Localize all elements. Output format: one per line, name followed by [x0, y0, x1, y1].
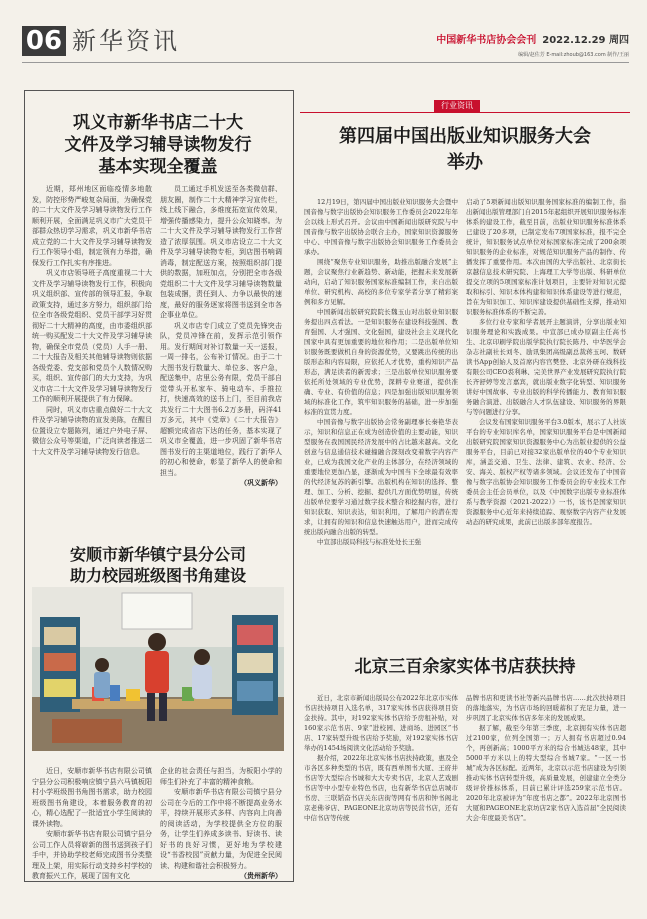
- article3-column-1: [304, 197, 458, 547]
- issue-date: 2022.12.29 周四: [542, 35, 629, 46]
- paragraph: 多位行业专家和学者展开主题演讲，分享出版业知识服务理论和实践成果。中宣部已成办原副主任高书生、北京印刷学院出版学院执行院长陈丹、中华医学会杂志社副社长刘冬、励讯集团高级副总裁蒋玉珂、数研读书App创始人及首席内容官樊登、北京外研在线科技有限公司CEO裘利琳、完美世界产业发展研究院执行院长齐舒婷等发言嘉宾，就出版业数字化转型、知识服务讲好中国故事、专业出版的科学传播能力、教育知识服务融合演进、出版融合人才队伍建设、知识服务的界限与等问题进行分享。: [466, 318, 626, 416]
- article1-source: （巩义新华）: [240, 478, 282, 487]
- paragraph: 同时，巩义市店重点做好二十大文件及学习辅导读物的宣发美陈，在醒目位置设立专题陈列，通过户外电子屏、微信公众号等渠道，广泛向读者推送二十大文件及学习辅导读物发行信息。: [32, 405, 152, 456]
- article1-headline: [30, 112, 286, 178]
- paragraph: 据了解，截至今年第三季度，北京拥有实体书店超过2100家，位列全国第一；万人拥有书店超过0.94个，再创新高；1000平方米的综合书城达48家，其中5000平方米以上的特大型综合书城7家。“一区一书城”成为各区标配。近两年，北京以示范书店建设为引领推动实体书店转型升级，高质量发展，创建建立全类分级评价推标体系，目前已累计评选259家示范书店。2020年北京被评为“年度书店之都”。2022年北京图书大厦和PAGEONE北京坊店2家书店入选首届“全民阅读大会·年度最美书店”。: [466, 724, 626, 822]
- paragraph: 中国新闻出版研究院院长魏玉山对出版业知识服务提出四点看法。一是知识服务在建设科技强国、教育强国、人才强国、文化强国，建设社会主义现代化国家中具有更加重要的地位和作用；二是出版单位知识服务既要做机自身的资源优势，又要跳出传统的出版形态和内容局限，应依托人才优势，重构知识产品形态，满足读者的新需求；三是出版单位知识服务要依托所处领域的专业优势，深耕专业赛道，提供准确、专业、有价值的信息；四是加强出版知识服务领域的标准化工作，筑牢知识服务的基础，进一步加强标准的宣贯力度。: [304, 308, 458, 416]
- paragraph: 巩义市店领导班子高度重视二十大文件及学习辅导读物发行工作，积极向巩义组织部、宣传部的领导汇报，争取政策支持，通过多方努力，组织部门给位全市各级党组织、党员干部学习好贯彻好二十大精神的高度，由市委组织部统一购买配发二十大文件及学习辅导读物，确保全市党员（党员）人手一册、二十大报告及相关其他辅导读物则依据各级党委、党支部和党员个人数情况购买，组织、宣传部门的大力支持，为巩义市店二十大文件及学习辅导读物发行工作的顺利开展提供了有力保障。: [32, 269, 152, 403]
- category-tag: 行业资讯: [434, 100, 480, 112]
- paragraph: 近日，安顺市新华书店有限公司镇宁县分公司积极响应镇宁县六马镇板阳村小学班级图书角图书需求，助力校园班级图书角建设，本着服务教育的初心，精心选配了一批适宜小学生阅读的课外读物。: [32, 767, 152, 828]
- page-number: 06: [22, 26, 66, 56]
- paragraph: 12月19日，第四届中国出版业知识服务大会暨中国音像与数字出版协会知识服务工作委员会2022年年会以线上形式召开。会议由中国新闻出版研究院与中国音像与数字出版协会联合主办，国家知识资源服务中心、中国音像与数字出版协会知识服务工作委员会承办。: [304, 198, 458, 256]
- paragraph: 安顺市新华书店有限公司镇宁县分公司工作人员将崭新的图书送到孩子们手中，并协助学校老师完成图书分类整理及上架，用实际行动支持乡村学校的教育振兴工作，展现了国有文化: [32, 830, 152, 880]
- headline-line: 助力校园班级图书角建设: [69, 566, 246, 585]
- headline-line: 文件及学习辅导读物发行: [64, 135, 252, 155]
- tag-divider: [300, 112, 630, 113]
- paragraph: 会议发布国家知识服务平台3.0版本，展示了人社该平台的专业知识库名单，国家知识服务平台是中国新闻出版研究院国家知识资源服务中心为出版业提供的公益服务平台，目前已对接32家出版单位的40个专业知识库，涵盖交通、卫生、法律、建筑、农业、经济、公安、海关、版权产权等诸多领域。会议还发布了中国音像与数字出版协会知识服务工作委员会的专业技术工作委员会主任会员单位，以及《中国数字出版专业标准体系与教学资源（2021-2022）》一书，该书是国家知识资源服务中心近年来持续追踪、观察数字内容产业发展动态的研究成果，此前已出版多部年度报告。: [466, 418, 626, 526]
- headline-line: 第四届中国出版业知识服务大会: [339, 126, 591, 147]
- editor-credits: 编辑/赵佐芳 E-mail:zhoub@163.com 制作/王丽: [518, 52, 629, 58]
- paragraph: 员工通过手机发送至各类微信群、朋友圈，制作二十大精神学习宣传栏，线上线下融合，多维度拓宽宣传效果，增强传播感染力，提升公众知晓率。为二十大文件及学习辅导读物发行工作营造了浓厚氛围。巩义市店设立二十大文件及学习辅导读物专柜，到店图书响调消毒，制定配送方案，按照组织部门提供的数据，加班加点，分别把全市各级党组织二十大文件及学习辅导读物数量包装成捆，责任到人、力争以最快的速度，最好的服务逐家将图书送到全市各企事业单位。: [160, 185, 282, 319]
- headline-line: 举办: [447, 152, 483, 173]
- article2-source: （贵州新华）: [240, 871, 282, 880]
- article3-headline: [300, 124, 630, 176]
- headline-line: 巩义市新华书店二十大: [73, 113, 243, 133]
- paragraph: 中国音像与数字出版协会常务副理事长秦艳华表示，知识和信息正在成为创造价值的主要动能，知识型服务在我国国民经济发展中的占比越来越高。文化创意与信息通信技术碰撞融合深刻改变着数字内容产业，已成为我国文化产业的主体部分，在经济领域的重要地位更加凸显，逐渐成为中国当下全球最有效率的代经济复苏的新引擎。出版机构在知识的选择、整理、加工、分析、挖掘、提供几方面优势明显，传统出版单位要学习通过数字技术整合和挖掘内容，进行知识获取、知识表达，知识利用，了解用户的潜在需求，让拥有的知识和信息快速触达用户，进而完成传统出版向融合出版的转型。: [304, 418, 458, 536]
- paper-name: 中国新华书店协会会刊: [436, 35, 537, 46]
- paragraph: 中宣部出版局科技与标准处处长王强: [317, 538, 421, 546]
- article1-column-2: [160, 184, 282, 488]
- article4-column-1: [304, 693, 458, 823]
- photo-illustration: [32, 587, 284, 751]
- article2-column-2: [160, 766, 282, 881]
- headline-line: 安顺市新华镇宁县分公司: [69, 545, 246, 564]
- header-divider: [22, 62, 629, 63]
- article4-headline: 北京三百余家实体书店获扶持: [354, 657, 576, 677]
- paragraph: 围绕“聚焦专业知识服务，助推出版融合发展”主题，会议聚焦行业新趋势、新动能，把握未来发展新动向，启动了知识服务国家标准编制工作，来自出版单位、研究机构、高校的多位专家学者分享了精彩案例和多方见解。: [304, 258, 458, 306]
- headline-line: 基本实现全覆盖: [98, 157, 218, 177]
- paragraph: 企业的社会责任与担当，为板阳小学的师生们补充了丰富的精神食粮。: [160, 767, 282, 786]
- masthead: [436, 28, 629, 58]
- section-title: 新华资讯: [72, 27, 180, 55]
- article2-headline: [30, 544, 286, 586]
- library-photo: [32, 587, 284, 751]
- article3-column-2: [466, 197, 626, 527]
- paragraph: 近期，郑州地区面临疫情多地散发，防控形势严峻复杂局面，为确保党的二十大文件及学习辅导读物发行工作顺利开展，全面满足巩义市广大党员干部群众热切学习需求，巩义市新华书店成立党的二十大文件及学习辅导读物发行工作领导小组，制定领有力举措，确保发行工作扎实有序推进。: [32, 185, 152, 267]
- article4-column-2: [466, 693, 626, 823]
- paragraph: 品牌书店和更读书社等新兴品牌书店……此次扶持项目的落地落实，为书店市场的回暖蓄积了充足力量，进一步巩固了北京实体书店多年来的发展成果。: [466, 694, 626, 722]
- paragraph: 据介绍，2022年北京实体书店扶持政策，惠及全市各区多种类型的书店，既有西单图书大厦、王府井书店等大型综合书城和大大专卖书店，北京人艺戏剧书店等中小型专业特色书店，也有新华书店总店城市书房、三联韬奋书店关东店街等网有书店和钟书阁北京老佛爷店、PAGEONE北京坊店等民营书店，还有中信书店等传统: [304, 754, 458, 822]
- paragraph: 启动了5项新闻出版知识服务国家标准的编制工作，指出新闻出版管理部门自2015年起组织开展知识服务标准体系的建设工作，截至目前，出版业知识服务标准体系已建设了20多项，已制定发布7项国家标准，报不完全统计，知识服务试点单位对标国家标准完成了200余项知识服务的企业标准，对规范知识服务产品的制作、传播发挥了重要作用。本次由国的大学出版社、北京街长京越信息技术研究院、上海理工大学等出版、科研单位提交立项的5项国家标准计划项目，主要针对知识元提取和标引、知识本体构建和知识体系建设等进行规范，旨在为知识加工、知识库建设提供基础性支撑，推动知识服务标准体系的不断完善。: [466, 198, 626, 316]
- paragraph: 近日，北京市新闻出版局公布2022年北京市实体书店扶持项目入选名单，317家实体书店获得项目资金扶持。其中，对192家实体书店给予房租补贴，对160家示范书店、9家“进校园、进商场、进园区”书店、17家转型升级书店给予奖励，对192家实体书店举办的1454场阅读文化活动给予奖励。: [304, 694, 458, 752]
- article1-column-1: [32, 184, 152, 457]
- paragraph: 巩义市店专门成立了党员先锋突击队，党员冲锋在前，发挥示范引领作用。发行期间对补订数量一天一送报，一周一排名，公布补订情况。由于二十大图书发行数量大、单位多、客户急，配送集中，店里公务有限，党员干部自觉带头开私家车、骑电动车、手推拉打，快速高效的送书上门，至目前我店共发行二十大图书6.2万多册，码洋41万多元，其中《党章》《二十大报告》超额完成省店下达的任务，基本实现了巩义市全覆盖，进一步巩固了新华书店图书发行的主渠道地位，践行了新华人的初心和使命，彰显了新华人的使命和担当。: [160, 321, 282, 477]
- article2-column-1: [32, 766, 152, 882]
- paragraph: 安顺市新华书店有限公司镇宁县分公司在今后的工作中将不断提高业务水平，持续开展形式多样、内容向上向善的阅读活动，为学校提供全方位的服务，让学生们养成多读书、好读书、读好书的良好习惯，更好地为学校建设“书香校园”贡献力量，为促进全民阅读、构建和谐社会积极努力。: [160, 788, 282, 870]
